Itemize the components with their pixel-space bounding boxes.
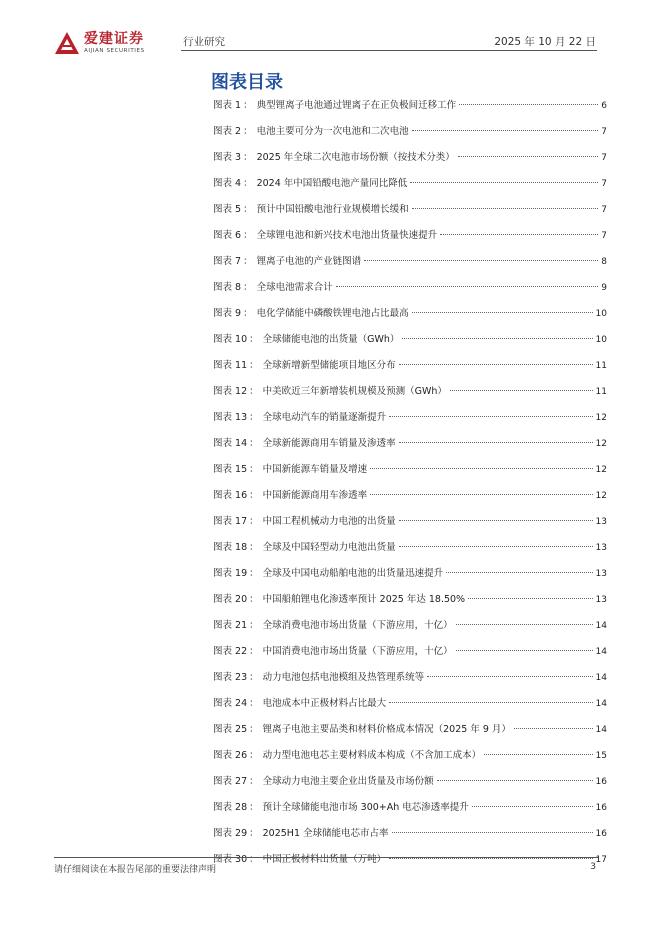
toc-entry[interactable] bbox=[213, 748, 607, 774]
toc-entry-page: 12 bbox=[595, 491, 607, 501]
toc-entry-label: 图表 10 bbox=[213, 334, 248, 345]
toc-entry-page: 6 bbox=[601, 101, 607, 111]
toc-entry[interactable] bbox=[213, 98, 607, 124]
toc-entry-title: 锂离子电池主要品类和材料价格成本情况（2025 年 9 月） bbox=[262, 724, 511, 735]
toc-entry-page: 12 bbox=[595, 413, 607, 423]
toc-entry-title: 电池成本中正极材料占比最大 bbox=[262, 698, 387, 709]
toc-entry-leader bbox=[459, 104, 598, 105]
toc-entry[interactable] bbox=[213, 280, 607, 306]
toc-entry[interactable] bbox=[213, 254, 607, 280]
toc-entry[interactable] bbox=[213, 332, 607, 358]
toc-entry[interactable] bbox=[213, 566, 607, 592]
toc-entry-separator: ： bbox=[249, 490, 259, 501]
toc-entry-label: 图表 16 bbox=[213, 490, 248, 501]
toc-entry[interactable] bbox=[213, 696, 607, 722]
toc-entry[interactable] bbox=[213, 592, 607, 618]
toc-entry[interactable] bbox=[213, 462, 607, 488]
toc-entry-title: 预计中国铅酸电池行业规模增长缓和 bbox=[256, 204, 409, 215]
toc-entry-page: 14 bbox=[595, 673, 607, 683]
toc-entry-title: 全球电动汽车的销量逐渐提升 bbox=[262, 412, 387, 423]
toc-entry[interactable] bbox=[213, 670, 607, 696]
footer-divider bbox=[54, 857, 598, 858]
toc-entry-title: 中国新能源车销量及增速 bbox=[262, 464, 368, 475]
toc-entry-separator: ： bbox=[243, 126, 253, 137]
toc-entry-label: 图表 29 bbox=[213, 828, 248, 839]
brand-logo-icon bbox=[54, 31, 80, 55]
toc-entry-leader bbox=[402, 338, 592, 339]
toc-entry-separator: ： bbox=[249, 672, 259, 683]
toc-entry[interactable] bbox=[213, 540, 607, 566]
toc-entry-label: 图表 9 bbox=[213, 308, 242, 319]
toc-entry-leader bbox=[370, 494, 592, 495]
toc-entry-page: 12 bbox=[595, 465, 607, 475]
toc-entry-separator: ： bbox=[249, 568, 259, 579]
toc-entry-page: 12 bbox=[595, 439, 607, 449]
toc-entry-title: 全球及中国轻型动力电池出货量 bbox=[262, 542, 396, 553]
toc-entry-page: 13 bbox=[595, 569, 607, 579]
toc-entry[interactable] bbox=[213, 826, 607, 852]
toc-entry-separator: ： bbox=[249, 698, 259, 709]
toc-entry-separator: ： bbox=[249, 360, 259, 371]
toc-entry[interactable] bbox=[213, 488, 607, 514]
toc-entry-label: 图表 28 bbox=[213, 802, 248, 813]
toc-entry-leader bbox=[450, 390, 593, 391]
toc-entry-title: 全球动力电池主要企业出货量及市场份额 bbox=[262, 776, 434, 787]
toc-entry-leader bbox=[468, 598, 592, 599]
toc-entry[interactable] bbox=[213, 202, 607, 228]
toc-entry-label: 图表 12 bbox=[213, 386, 248, 397]
toc-entry-separator: ： bbox=[249, 438, 259, 449]
toc-entry-separator: ： bbox=[249, 828, 259, 839]
toc-entry-title: 全球新能源商用车销量及渗透率 bbox=[262, 438, 396, 449]
report-type: 行业研究 bbox=[183, 36, 225, 48]
toc-entry-leader bbox=[484, 754, 592, 755]
toc-entry-separator: ： bbox=[243, 204, 253, 215]
toc-entry-label: 图表 24 bbox=[213, 698, 248, 709]
toc-entry-leader bbox=[336, 286, 599, 287]
toc-entry[interactable] bbox=[213, 800, 607, 826]
toc-entry-leader bbox=[456, 650, 593, 651]
toc-entry-page: 7 bbox=[601, 127, 607, 137]
toc-entry-leader bbox=[472, 806, 593, 807]
toc-entry-leader bbox=[389, 858, 592, 859]
toc-entry-label: 图表 8 bbox=[213, 282, 242, 293]
toc-entry-separator: ： bbox=[243, 282, 253, 293]
toc-entry-title: 中国工程机械动力电池的出货量 bbox=[262, 516, 396, 527]
toc-entry-separator: ： bbox=[249, 334, 259, 345]
toc-entry-separator: ： bbox=[249, 646, 259, 657]
toc-entry-separator: ： bbox=[243, 100, 253, 111]
toc-entry-label: 图表 1 bbox=[213, 100, 242, 111]
toc-entry[interactable] bbox=[213, 306, 607, 332]
toc-entry-label: 图表 2 bbox=[213, 126, 242, 137]
toc-entry-separator: ： bbox=[249, 464, 259, 475]
toc-entry-separator: ： bbox=[249, 854, 259, 865]
toc-entry-page: 11 bbox=[595, 387, 607, 397]
toc-entry-leader bbox=[389, 416, 592, 417]
toc-entry-title: 2025H1 全球储能电芯市占率 bbox=[262, 828, 389, 839]
toc-entry-label: 图表 4 bbox=[213, 178, 242, 189]
toc-entry-title: 2025 年全球二次电池市场份额（按技术分类） bbox=[256, 152, 455, 163]
toc-entry-leader bbox=[456, 624, 593, 625]
toc-entry[interactable] bbox=[213, 852, 607, 878]
toc-entry-label: 图表 30 bbox=[213, 854, 248, 865]
page-number: 3 bbox=[590, 862, 596, 872]
toc-entry-page: 13 bbox=[595, 543, 607, 553]
toc-entry[interactable] bbox=[213, 124, 607, 150]
toc-entry-page: 7 bbox=[601, 231, 607, 241]
toc-entry-separator: ： bbox=[249, 516, 259, 527]
toc-title: 图表目录 bbox=[211, 72, 283, 93]
toc-entry[interactable] bbox=[213, 384, 607, 410]
toc-list bbox=[213, 98, 607, 878]
toc-entry-page: 7 bbox=[601, 153, 607, 163]
toc-entry[interactable] bbox=[213, 410, 607, 436]
toc-entry-separator: ： bbox=[243, 256, 253, 267]
toc-entry[interactable] bbox=[213, 514, 607, 540]
toc-entry-label: 图表 27 bbox=[213, 776, 248, 787]
toc-entry-label: 图表 19 bbox=[213, 568, 248, 579]
toc-entry-title: 中国消费电池市场出货量（下游应用，十亿） bbox=[262, 646, 453, 657]
toc-entry-label: 图表 13 bbox=[213, 412, 248, 423]
toc-entry-label: 图表 23 bbox=[213, 672, 248, 683]
toc-entry[interactable] bbox=[213, 644, 607, 670]
toc-entry-separator: ： bbox=[249, 542, 259, 553]
toc-entry-leader bbox=[399, 546, 593, 547]
toc-entry[interactable] bbox=[213, 618, 607, 644]
toc-entry-page: 10 bbox=[595, 309, 607, 319]
toc-entry-leader bbox=[437, 780, 593, 781]
brand-logo bbox=[54, 31, 164, 57]
toc-entry-leader bbox=[446, 572, 592, 573]
toc-entry-page: 7 bbox=[601, 179, 607, 189]
toc-entry-page: 16 bbox=[595, 829, 607, 839]
toc-entry-page: 15 bbox=[595, 751, 607, 761]
toc-entry-title: 典型锂离子电池通过锂离子在正负极间迁移工作 bbox=[256, 100, 457, 111]
toc-entry-title: 2024 年中国铅酸电池产量同比降低 bbox=[256, 178, 408, 189]
toc-entry-separator: ： bbox=[249, 386, 259, 397]
toc-entry-separator: ： bbox=[249, 750, 259, 761]
toc-entry-leader bbox=[389, 702, 592, 703]
toc-entry[interactable] bbox=[213, 436, 607, 462]
toc-entry-title: 动力型电池电芯主要材料成本构成（不含加工成本） bbox=[262, 750, 482, 761]
toc-entry-separator: ： bbox=[243, 230, 253, 241]
toc-entry-leader bbox=[364, 260, 598, 261]
toc-entry-page: 11 bbox=[595, 361, 607, 371]
toc-entry-title: 中国正极材料出货量（万吨） bbox=[262, 854, 387, 865]
toc-entry-label: 图表 25 bbox=[213, 724, 248, 735]
toc-entry-label: 图表 7 bbox=[213, 256, 242, 267]
toc-entry-page: 14 bbox=[595, 621, 607, 631]
toc-entry[interactable] bbox=[213, 176, 607, 202]
toc-entry-label: 图表 26 bbox=[213, 750, 248, 761]
toc-entry[interactable] bbox=[213, 774, 607, 800]
toc-entry[interactable] bbox=[213, 722, 607, 748]
toc-entry-leader bbox=[440, 234, 598, 235]
toc-entry-page: 13 bbox=[595, 517, 607, 527]
toc-entry-page: 14 bbox=[595, 699, 607, 709]
toc-entry-leader bbox=[412, 130, 599, 131]
header-divider bbox=[181, 50, 597, 51]
toc-entry-page: 16 bbox=[595, 803, 607, 813]
toc-entry-page: 13 bbox=[595, 595, 607, 605]
toc-entry-label: 图表 21 bbox=[213, 620, 248, 631]
toc-entry-label: 图表 11 bbox=[213, 360, 248, 371]
toc-entry-title: 全球储能电池的出货量（GWh） bbox=[262, 334, 400, 345]
toc-entry-leader bbox=[370, 468, 592, 469]
brand-name-en: AIJIAN SECURITIES bbox=[84, 48, 145, 54]
toc-entry-leader bbox=[399, 442, 593, 443]
toc-entry-title: 动力电池包括电池模组及热管理系统等 bbox=[262, 672, 425, 683]
toc-entry-separator: ： bbox=[249, 724, 259, 735]
toc-entry-leader bbox=[514, 728, 593, 729]
toc-entry-separator: ： bbox=[249, 594, 259, 605]
toc-entry-title: 全球电池需求合计 bbox=[256, 282, 333, 293]
toc-entry-title: 锂离子电池的产业链图谱 bbox=[256, 256, 362, 267]
toc-entry-leader bbox=[392, 832, 593, 833]
toc-entry-leader bbox=[399, 364, 593, 365]
toc-entry-title: 中国船舶锂电化渗透率预计 2025 年达 18.50% bbox=[262, 594, 466, 605]
footer-disclaimer: 请仔细阅读在本报告尾部的重要法律声明 bbox=[54, 865, 217, 875]
toc-entry-title: 预计全球储能电池市场 300+Ah 电芯渗透率提升 bbox=[262, 802, 469, 813]
toc-entry[interactable] bbox=[213, 228, 607, 254]
toc-entry-page: 14 bbox=[595, 725, 607, 735]
toc-entry-leader bbox=[427, 676, 592, 677]
toc-entry-page: 7 bbox=[601, 205, 607, 215]
toc-entry-label: 图表 17 bbox=[213, 516, 248, 527]
toc-entry-separator: ： bbox=[249, 802, 259, 813]
toc-entry-page: 14 bbox=[595, 647, 607, 657]
toc-entry-leader bbox=[410, 182, 598, 183]
toc-entry-leader bbox=[412, 208, 599, 209]
toc-entry-title: 中美欧近三年新增装机规模及预测（GWh） bbox=[262, 386, 447, 397]
toc-entry-page: 16 bbox=[595, 777, 607, 787]
toc-entry-label: 图表 18 bbox=[213, 542, 248, 553]
toc-entry-title: 全球消费电池市场出货量（下游应用，十亿） bbox=[262, 620, 453, 631]
toc-entry-page: 8 bbox=[601, 257, 607, 267]
toc-entry[interactable] bbox=[213, 358, 607, 384]
brand-name: 爱建证券 bbox=[84, 31, 144, 47]
toc-entry-leader bbox=[412, 312, 593, 313]
toc-entry-separator: ： bbox=[249, 776, 259, 787]
report-date: 2025 年 10 月 22 日 bbox=[494, 36, 596, 48]
toc-entry-separator: ： bbox=[249, 620, 259, 631]
toc-entry-separator: ： bbox=[249, 412, 259, 423]
toc-entry-title: 电池主要可分为一次电池和二次电池 bbox=[256, 126, 409, 137]
toc-entry-label: 图表 3 bbox=[213, 152, 242, 163]
toc-entry-label: 图表 20 bbox=[213, 594, 248, 605]
toc-entry-title: 全球及中国电动船舶电池的出货量迅速提升 bbox=[262, 568, 444, 579]
toc-entry-title: 电化学储能中磷酸铁锂电池占比最高 bbox=[256, 308, 409, 319]
toc-entry-title: 全球新增新型储能项目地区分布 bbox=[262, 360, 396, 371]
toc-entry[interactable] bbox=[213, 150, 607, 176]
toc-entry-label: 图表 15 bbox=[213, 464, 248, 475]
toc-entry-separator: ： bbox=[243, 178, 253, 189]
toc-entry-title: 全球锂电池和新兴技术电池出货量快速提升 bbox=[256, 230, 438, 241]
toc-entry-leader bbox=[458, 156, 598, 157]
toc-entry-page: 17 bbox=[595, 855, 607, 865]
toc-entry-page: 9 bbox=[601, 283, 607, 293]
toc-entry-label: 图表 22 bbox=[213, 646, 248, 657]
toc-entry-title: 中国新能源商用车渗透率 bbox=[262, 490, 368, 501]
toc-entry-page: 10 bbox=[595, 335, 607, 345]
toc-entry-separator: ： bbox=[243, 308, 253, 319]
toc-entry-label: 图表 14 bbox=[213, 438, 248, 449]
toc-entry-label: 图表 5 bbox=[213, 204, 242, 215]
toc-entry-label: 图表 6 bbox=[213, 230, 242, 241]
toc-entry-separator: ： bbox=[243, 152, 253, 163]
toc-entry-leader bbox=[399, 520, 593, 521]
